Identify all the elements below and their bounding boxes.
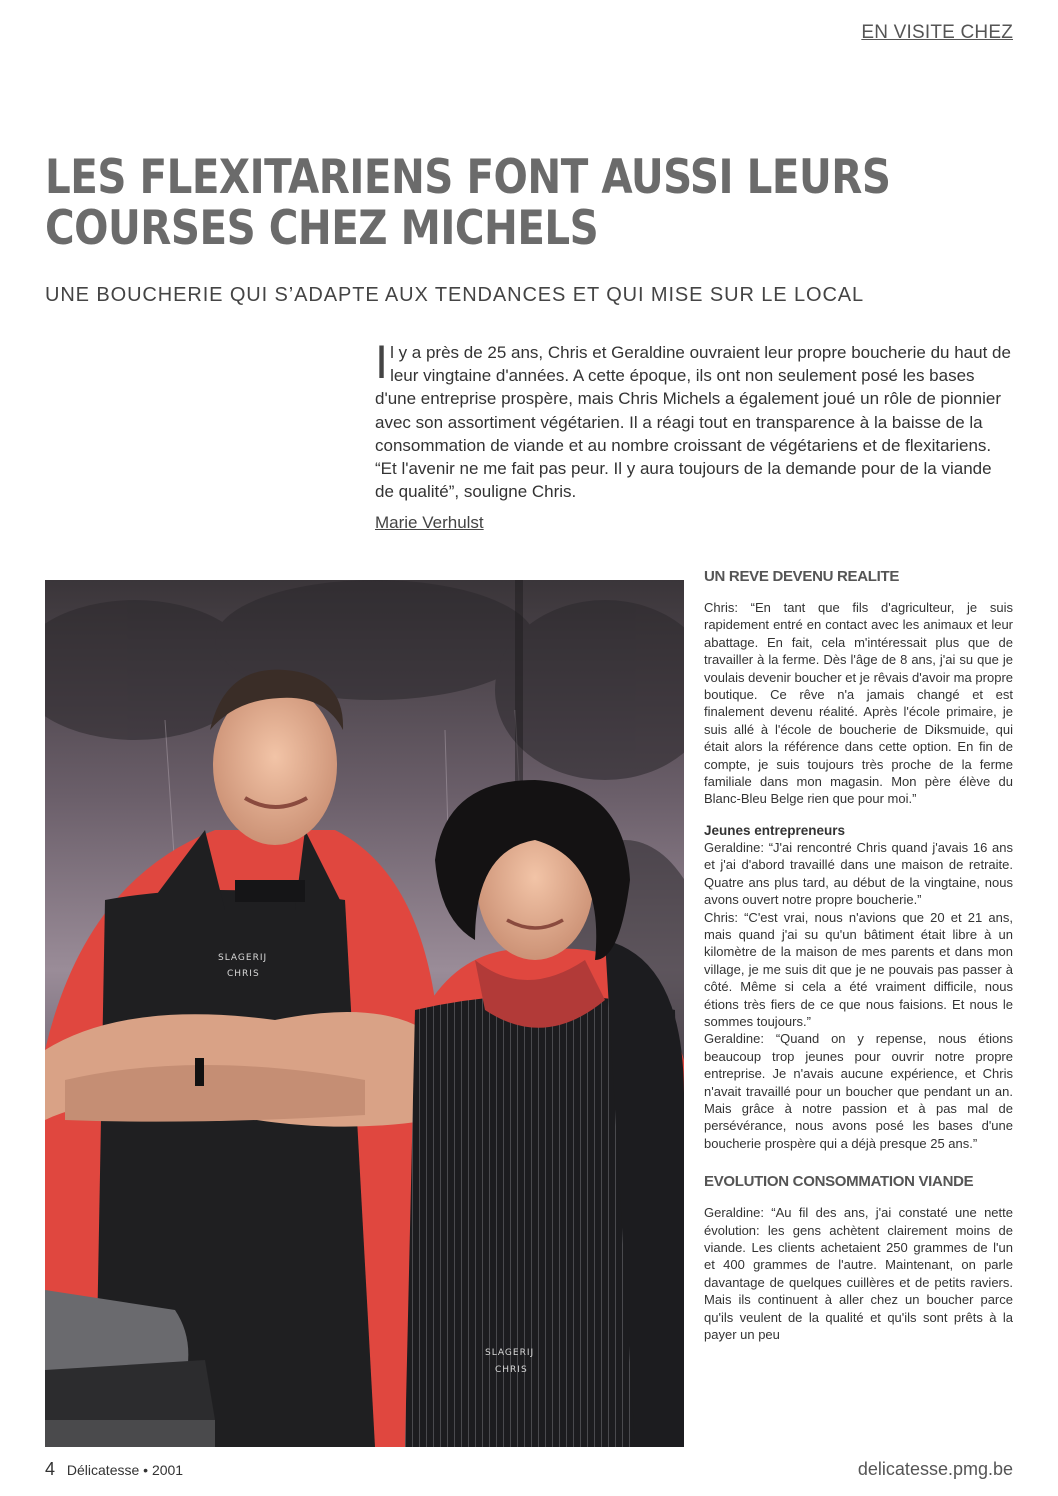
apron-text-man-2: CHRIS [227,969,260,979]
section-label: EN VISITE CHEZ [861,22,1013,43]
intro-text: l y a près de 25 ans, Chris et Geraldine ouvraient leur propre boucherie du haut de leur vingtaine d'années. A cette époque, ils ont non seulement posé les bases d'une entreprise prospère, mais Chris Michels a également joué un rôle de pionnier avec son assortiment végétarien. Il a réagi tout en transparence à la baisse de la consommation de viande et au nombre croissant de végétariens et de flexitariens. “Et l'avenir ne me fait pas peur. Il y aura toujours de la demande pour de la viande de qualité”, souligne Chris. [375,343,1011,502]
paragraph-4: Geraldine: “Quand on y repense, nous étions beaucoup trop jeunes pour ouvrir notre propre entreprise. Je n'avais aucune expérience, et Chris n'avait travaillé pour un boucher que pendant un an. Mais grâce à notre passion et à pas mal de persévérance, nous avons posé les bases d'une boucherie prospère qui a déjà presque 25 ans.” [704,1031,1013,1151]
author-byline: Marie Verhulst [375,513,484,532]
apron-text-woman-2: CHRIS [495,1365,528,1375]
photo-illustration [45,580,684,1447]
article-body [704,567,1013,1439]
website-link[interactable]: delicatesse.pmg.be [857,1459,1013,1479]
paragraph-2: Geraldine: “J'ai rencontré Chris quand j'avais 16 ans et j'ai d'abord travaillé dans une maison de retraite. Quatre ans plus tard, au début de la vingtaine, nous avons ouvert notre propre boucherie.” [704,839,1013,908]
headline [45,150,891,256]
drop-cap: I [375,335,389,388]
intro-block [375,335,1015,503]
headline-line-2: COURSES CHEZ MICHELS [45,201,599,256]
subheadline: UNE BOUCHERIE QUI S’ADAPTE AUX TENDANCES ET QUI MISE SUR LE LOCAL [45,284,865,306]
apron-text-man-1: SLAGERIJ [218,953,268,963]
paragraph-1: Chris: “En tant que fils d'agriculteur, je suis rapidement entré en contact avec les animaux et leur abattage. En fait, cela m'intéressait plus que de travailler à la ferme. Dès l'âge de 8 ans, j'ai su que je voulais devenir boucher et je rêvais d'avoir ma propre boutique. Ce rêve n'a jamais changé et est finalement devenu réalité. Après l'école primaire, je suis allé à l'école de boucherie de Diksmuide, qui était alors la référence dans cette option. En fin de compte, je suis toujours très proche de la ferme familiale dans mon magasin. Mon père élève du Blanc-Bleu Belge rien que pour moi.” [704,600,1013,807]
paragraph-3: Chris: “C'est vrai, nous n'avions que 20 et 21 ans, mais quand j'ai su qu'un bâtiment était libre à un kilomètre de la maison de mes parents et dans mon village, je me suis dit que je ne pouvais pas passer à côté. Même si cela a été vraiment difficile, nous étions très fiers de ce que nous faisions. Et nous le sommes toujours.” [704,909,1013,1029]
subhead-jeunes-entrepreneurs: Jeunes entrepreneurs [704,822,846,838]
paragraph-5: Geraldine: “Au fil des ans, j'ai constaté une nette évolution: les gens achètent clairement moins de viande. Les clients achetaient 250 grammes de l'un et 400 grammes de l'autre. Maintenant, on parle davantage de quelques cuillères et de petits raviers. Mais ils continuent à aller chez un boucher parce qu'ils veulent de la qualité et qu'ils sont prêts à la payer un peu [704,1205,1013,1343]
page-number: 4 [45,1459,56,1479]
footer-left [45,1459,183,1480]
section-title-evolution: EVOLUTION CONSOMMATION VIANDE [704,1173,974,1191]
section-title-reve: UN REVE DEVENU REALITE [704,568,900,585]
apron-text-woman-1: SLAGERIJ [485,1348,535,1358]
headline-line-1: LES FLEXITARIENS FONT AUSSI LEURS [45,150,891,205]
magazine-name: Délicatesse • 2001 [66,1462,184,1478]
article-photo [45,580,684,1447]
